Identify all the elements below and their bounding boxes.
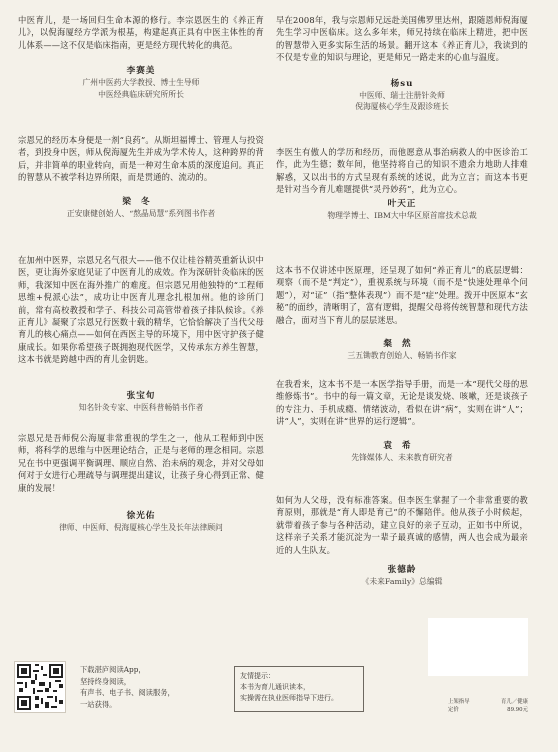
endorser-title: 中医师、瑞士注册针灸师 倪海厦核心学生及跟诊班长 bbox=[355, 90, 449, 112]
app-download-line: 有声书、电子书、阅读服务， bbox=[80, 688, 175, 698]
endorser-title: 三五锄教育创始人、畅销书作家 bbox=[347, 351, 457, 361]
endorser-title: 律师、中医师、倪海厦核心学生及长年法律顾问 bbox=[59, 523, 223, 533]
endorser-title: 知名针灸专家、中医科普畅销书作者 bbox=[78, 402, 204, 412]
endorser-title: 先锋媒体人、未来教育研究者 bbox=[351, 452, 453, 462]
endorsement bbox=[276, 14, 528, 113]
notice-line: 实操需在执业医师指导下进行。 bbox=[240, 694, 338, 702]
endorser-title: 物理学博士、IBM大中华区原首席技术总裁 bbox=[327, 210, 477, 220]
category-label: 上架指导 bbox=[448, 699, 470, 705]
friendly-notice-box bbox=[234, 666, 364, 712]
endorser-name: 叶天正 bbox=[387, 198, 417, 209]
endorsement-quote: 这本书不仅讲述中医原理，还呈现了如何“养正育儿”的底层逻辑：观察（而不是“判定”），重视系统与环境（而不是“快速处理单个问题”），对“证”（指“整体表现”）而不是“症”处理。拨开中医原本“玄秘”的面纱，清晰明了，富有逻辑，提醒父母将传统智慧和现代方法融合，面对当下育儿的层层迷思。 bbox=[276, 265, 528, 325]
endorser-title: 广州中医药大学教授、博士生导师 中医经典临床研究所所长 bbox=[82, 78, 200, 99]
endorsement-quote: 宗恩兄是吾师倪公海厦非常重视的学生之一，他从工程师到中医师，将科学的思维与中医理论结合，正是与老师的理念相同。宗恩兄在书中更强调平衡调理、顺应自然、治未病的观念，并对父母如何对于女进行心理疏导与调理提出建议，让孩子身心得到正常、健康的发展！ bbox=[18, 433, 264, 493]
endorser-name: 粲然 bbox=[383, 339, 421, 350]
app-download-line: 坚持终身阅读， bbox=[80, 676, 132, 686]
notice-line: 友情提示： bbox=[240, 672, 275, 680]
endorsement-quote: 早在2008年，我与宗恩师兄远赴美国佛罗里达州，跟随恩师倪海厦先生学习中医临床。这么多年来，师兄持续在临床上精进，把中医的智慧带入更多实际生活的场景。翻开这本《养正育儿》，我读到的不仅是专业的知识与理论，更是师兄一路走来的心血与温度。 bbox=[276, 15, 528, 63]
endorsement bbox=[276, 494, 528, 588]
category-value: 育儿／健康 bbox=[501, 699, 528, 705]
endorsement-quote: 宗恩兄的经历本身便是一剂“良药”。从斯坦福博士、管理人与投资者，到投身中医，师从倪海厦先生并成为学术传人，这种跨界的背后，并非简单的职业转向，而是一种对生命本质的深度追问。真正的智慧从不被学科边界所限，而是贯通的、流动的。 bbox=[18, 135, 264, 183]
endorsement bbox=[276, 146, 528, 221]
endorser-title: 正安康健创始人、“熬晶局慧”系列图书作者 bbox=[66, 208, 216, 218]
price-value: 89.90元 bbox=[507, 707, 528, 713]
qr-code-icon bbox=[15, 662, 65, 712]
endorsement-quote: 在加州中医界，宗恩兄名气很大——他不仅让桂谷精英重新认识中医，更让海外家庭见证了中医育儿的成效。作为深研针灸临床的医师，我深知中医在海外推广的难度。但宗恩兄用他独特的“工程师思维+倪派心法”，成功让中医育儿理念扎根加州。他的诊所门前，常有高校教授和学子、科技公司高管带着孩子排队候诊。《养正育儿》凝聚了宗恩兄行医数十载的精华，它恰恰解决了当代父母育儿的核心痛点——如何在西医主导的环境下，用中医守护孩子健康成长。如果你希望孩子既拥抱现代医学，又传承东方养生智慧，这本书就是跨越中西的育儿金钥匙。 bbox=[18, 255, 264, 365]
endorsement bbox=[18, 134, 264, 219]
endorser-name: 徐光佑 bbox=[126, 511, 156, 522]
endorsement bbox=[18, 14, 264, 100]
endorsement bbox=[18, 432, 264, 534]
price-label: 定价 bbox=[448, 707, 459, 713]
app-download-line: 一站获得。 bbox=[80, 699, 117, 709]
price-block bbox=[448, 698, 528, 720]
endorser-name: 袁希 bbox=[383, 440, 421, 451]
endorsement-quote: 在我看来，这本书不是一本医学指导手册，而是一本“现代父母的思维修炼书”。书中的每一篇文章，无论是谈发烧、咳嗽，还是谈孩子的专注力、手机成瘾、情绪波动，看似在讲“病”，实则在讲“人”；讲“人”，实则在讲“世界的运行逻辑”。 bbox=[276, 379, 528, 427]
endorser-title: 《未来Family》总编辑 bbox=[361, 577, 443, 587]
endorser-name: 李赛美 bbox=[126, 66, 156, 77]
barcode-area bbox=[428, 618, 528, 676]
endorsement bbox=[276, 378, 528, 463]
notice-line: 本书为育儿通识读本， bbox=[240, 683, 310, 691]
qr-code[interactable] bbox=[14, 661, 66, 713]
endorsement bbox=[276, 264, 528, 362]
endorser-name: 梁冬 bbox=[122, 196, 160, 207]
app-download-line: 下载湛庐阅读App， bbox=[80, 665, 146, 674]
endorser-name: 张德龄 bbox=[387, 565, 417, 576]
endorsement-quote: 中医育儿，是一场回归生命本源的修行。李宗恩医生的《养正育儿》，以倪海厦经方学派为根基，构建起真正具有中医主体性的育儿体系——这不仅是临床指南，更是经方现代转化的典范。 bbox=[18, 15, 264, 50]
endorsement-quote: 李医生有傲人的学历和经历，而他愿意从事治病救人的中医诊治工作，此为生德；数年间，他坚持将自己的知识不遗余力地助人排难解惑，又以出书的方式呈现有系统的述说，此为立言；而这本书更是针对当今育儿难题提供“灵丹妙药”，此为立心。 bbox=[276, 147, 528, 195]
endorsement bbox=[18, 254, 264, 413]
endorser-name: 杨su bbox=[390, 78, 414, 89]
endorser-name: 张宝旬 bbox=[126, 390, 156, 401]
app-download-text bbox=[80, 664, 200, 710]
endorsement-quote: 如何为人父母，没有标准答案。但李医生掌握了一个非常重要的教育原则，那就是“育人即是育己”的不懈陪伴。他从孩子小时候起，就带着孩子参与各种活动，建立良好的亲子互动，正如书中所说，这样亲子关系才能沉淀为一辈子最真诚的感情，两人也会成为最亲近的人生队友。 bbox=[276, 495, 528, 555]
